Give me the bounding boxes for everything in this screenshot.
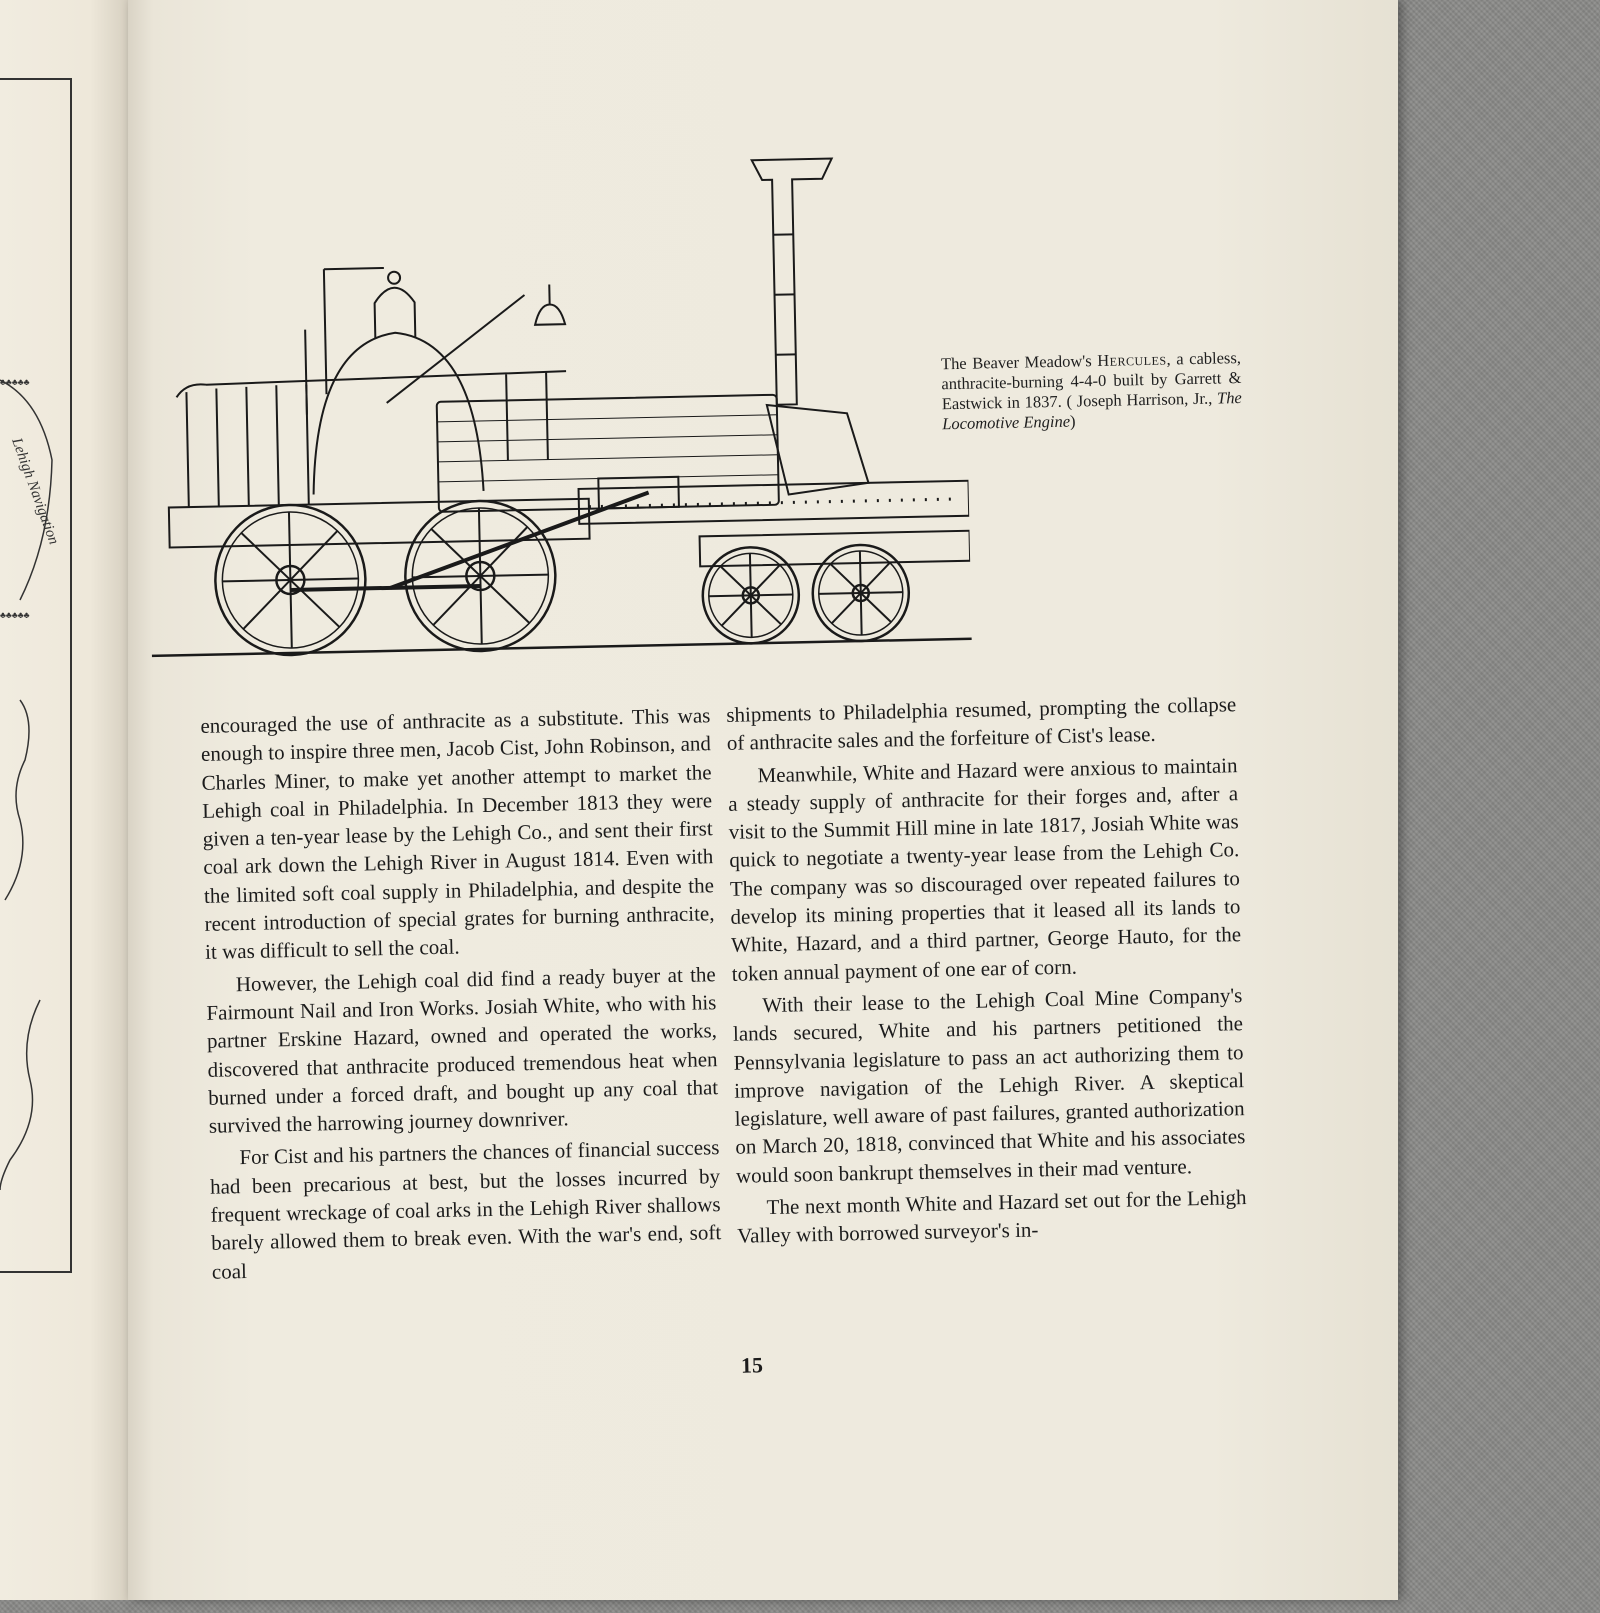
map-drawing [0,0,128,1600]
paragraph: Meanwhile, White and Hazard were anxious to maintain a steady supply of anthracite for their forges and, after a visit to the Summit Hill mine in late 1817, Josiah White was quick to negotiate a twenty-year lease from the Lehigh Co. The company was so discouraged over repeated failures to develop its mining properties that it leased all its lands to White, Hazard, and a third partner, George Hauto, for the token annual payment of one ear of corn. [727,751,1242,988]
driving-wheels [214,499,557,656]
cylinder [598,477,679,509]
paragraph: The next month White and Hazard set out for the Lehigh Valley with borrowed surveyor's in- [736,1183,1247,1250]
caption-body: , a cabless, anthracite-burning 4-4-0 built by Garrett & Eastwick in 1837. ( Joseph Harrison, Jr., [941,348,1241,413]
map-label: Lehigh Navigation [8,435,62,547]
svg-text:♣♣♣♣♣: ♣♣♣♣♣ [0,610,30,620]
facing-page [0,0,128,1600]
smokestack [752,159,837,406]
paragraph: encouraged the use of anthracite as a substitute. This was enough to inspire three men, Jacob Cist, John Robinson, and Charles Miner, to make yet another attempt to market the Lehigh coal in Philadelphia. In December 1813 they were given a ten-year lease by the Lehigh Co., and sent their first coal ark down the Lehigh River in August 1814. Even with the limited soft coal supply in Philadelphia, and despite the recent introduction of special grates for burning anthracite, it was difficult to sell the coal. [200,701,715,966]
front-frame [579,481,970,524]
locomotive-illustration [142,151,973,688]
boiler [437,395,779,512]
coupling-rod [291,586,481,590]
firebox-dome [310,331,483,495]
truck-wheels [702,544,910,644]
smokebox [767,403,869,495]
caption-suffix: ) [1070,411,1076,430]
text-column-right [726,690,1247,1250]
illustration-caption [941,348,1243,434]
main-rod [389,492,651,587]
page-number: 15 [732,1352,773,1379]
caption-prefix: The Beaver Meadow's [941,351,1098,373]
svg-text:♣♣♣♣♣: ♣♣♣♣♣ [0,377,30,387]
frame [169,499,590,548]
railing [176,371,566,397]
paragraph: For Cist and his partners the chances of financial success had been precarious at best, but the losses incurred by frequent wreckage of coal arks in the Lehigh River shallows barely allowed them to break even. With the war's end, soft coal [209,1134,722,1286]
bell [535,304,565,325]
paragraph: However, the Lehigh coal did find a ready buyer at the Fairmount Nail and Iron Works. Josiah White, who with his partner Erskine Hazard, owned and operated the works, discovered that anthracite produced tremendous heat when burned under a forced draft, and bought up any coal that survived the harrowing journey downriver. [206,960,719,1140]
book-page [128,0,1398,1600]
rail-line [142,639,972,657]
paragraph: shipments to Philadelphia resumed, prompting the collapse of anthracite sales and the forfeiture of Cist's lease. [726,690,1237,757]
text-column-left [200,701,722,1285]
caption-locomotive-name: Hercules [1097,350,1167,370]
caption-book-title: The Locomotive Engine [942,388,1242,433]
paragraph: With their lease to the Lehigh Coal Mine Company's lands secured, White and his partners petitioned the Pennsylvania legislature to pass an act authorizing them to improve navigation of the Lehigh River. A skeptical legislature, well aware of past failures, granted authorization on March 20, 1818, convinced that White and his associates would soon bankrupt themselves in their mad venture. [732,981,1246,1190]
